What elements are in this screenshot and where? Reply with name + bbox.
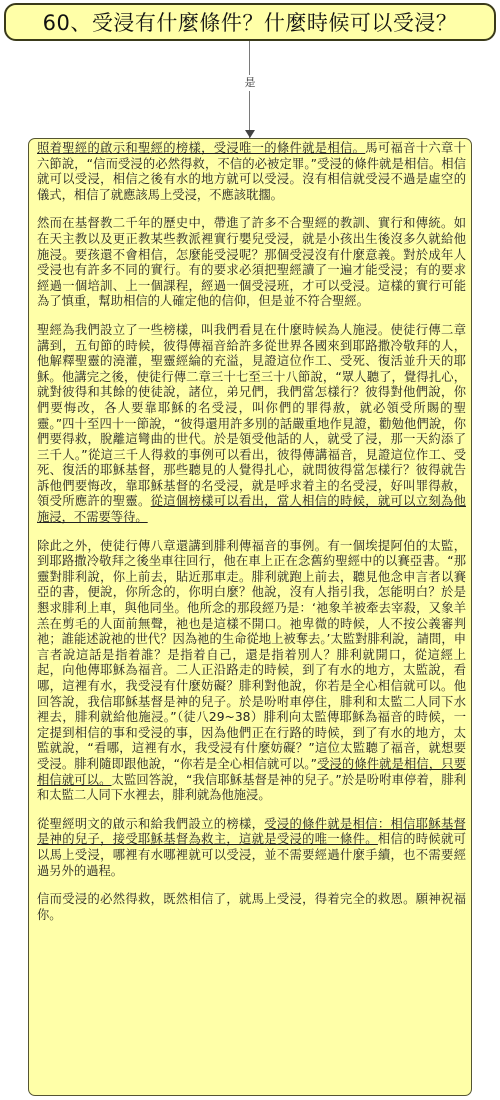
paragraph-run: 從這個榜樣可以看出，當人相信的時候，就可以立刻為他施浸，不需要等待。 (37, 494, 466, 525)
question-node (4, 3, 496, 41)
paragraph-run: 從聖經明文的啟示和給我們設立的榜樣， (37, 816, 265, 831)
paragraph-run: 除此之外，使徒行傳八章還講到腓利傳福音的事例。有一個埃提阿伯的太監，到耶路撒冷敬拜之後坐車往回行，他在車上正在念舊約聖經中的以賽亞書。“那靈對腓利說，你上前去，貼近那車走。腓利就跑上前去，聽見他念申言者以賽亞的書，便說，你所念的，你明白麼？他說，沒有人指引我，怎能明白？於是懇求腓利上車，與他同坐。他所念的那段經乃是：‘祂象羊被牽去宰殺，又象羊羔在剪毛的人面前無聲，祂也是這樣不開口。祂卑微的時候，人不按公義審判祂；誰能述說祂的世代？因為祂的生命從地上被奪去。’太監對腓利說，請問，申言者說這話是指着誰？是指着自己，還是指着別人？腓利就開口，從這經上起，向他傳耶穌為福音。二人正沿路走的時候，到了有水的地方，太監說，看哪，這裡有水，我受浸有什麼妨礙？腓利對他說，你若是全心相信就可以。他回答說，我信耶穌基督是神的兒子。於是吩咐車停住，腓利和太監二人同下水裡去，腓利就給他施浸。”（徒八29~38）腓利向太監傳耶穌為福音的時候，一定提到相信的事和受浸的事，因為他們正在行路的時候，到了有水的地方，太監就說，“看哪，這裡有水，我受浸有什麼妨礙？”這位太監聽了福音，就想要受浸。腓利隨即跟他說，“你若是全心相信就可以。” (37, 538, 466, 771)
paragraph-run: 照着聖經的啟示和聖經的榜樣，受浸唯一的條件就是相信。 (37, 141, 366, 155)
paragraph-run: 相信的時候就可以馬上受浸，哪裡有水哪裡就可以受浸，並不需要經過什麼手續，也不需要經過另外的過程。 (37, 832, 466, 878)
answer-paragraph (37, 817, 466, 879)
answer-paragraph (37, 216, 466, 310)
paragraph-run: 太監回答說，“我信耶穌基督是神的兒子。”於是吩咐車停着，腓利和太監二人同下水裡去，腓利就為他施浸。 (37, 772, 466, 803)
answer-paragraph (37, 323, 466, 526)
answer-paragraph (37, 141, 466, 203)
paragraph-run: 聖經為我們設立了一些榜樣，叫我們看見在什麼時候為人施浸。使徒行傳二章講到，五旬節的時候，彼得傳福音給許多從世界各國來到耶路撒冷敬拜的人，他解釋聖靈的澆灌，聖靈經綸的充溢，見證這位作工、受死、復活並升天的耶穌。他講完之後，使徒行傳二章三十七至三十八節說，“眾人聽了，覺得扎心，就對彼得和其餘的使徒說，諸位，弟兄們，我們當怎樣行？彼得對他們說，你們要悔改，各人要靠耶穌的名受浸，叫你們的罪得赦，就必領受所賜的聖靈。”四十至四十一節說，“彼得還用許多別的話嚴重地作見證，勸勉他們說，你們要得救，脫離這彎曲的世代。於是領受他話的人，就受了浸，那一天約添了三千人。”從這三千人得救的事例可以看出，彼得傳講福音，見證這位作工、受死、復活的耶穌基督，那些聽見的人覺得扎心，就問彼得當怎樣行？彼得就告訴他們要悔改，靠耶穌基督的名受浸，就是呼求着主的名受浸，好叫罪得赦，領受所應許的聖靈。 (37, 322, 466, 509)
arrow-head (245, 130, 255, 138)
paragraph-run: 信而受浸的必然得救，既然相信了，就馬上受浸，得着完全的救恩。願神祝福你。 (37, 892, 466, 922)
paragraph-run: 受浸的條件就是相信，只要相信就可以。 (37, 756, 466, 787)
question-title: 60、受浸有什麼條件？什麼時候可以受浸？ (42, 11, 458, 35)
answer-paragraph (37, 539, 466, 804)
paragraph-run: 馬可福音十六章十六節說，“信而受浸的必然得救，不信的必被定罪。”受浸的條件就是相信。相信就可以受浸，相信之後有水的地方就可以受浸。沒有相信就受浸不過是虛空的儀式，相信了就應該馬上受浸，不應該耽擱。 (37, 141, 466, 202)
paragraph-run: 受浸的條件就是相信：相信耶穌基督是神的兒子，接受耶穌基督為救主，這就是受浸的唯一條件。 (37, 816, 466, 847)
answer-node (28, 138, 472, 1096)
edge-label: 是 (241, 75, 259, 91)
paragraph-run: 然而在基督教二千年的歷史中，帶進了許多不合聖經的教訓、實行和傳統。如在天主教以及更正教某些教派裡實行嬰兒受浸，就是小孩出生後沒多久就給他施浸。要孩還不會相信，怎麼能受浸呢？那個受浸沒有什麼意義。對於成年人受浸也有許多不同的實行。有的要求必須把聖經讀了一遍才能受浸；有的要求經過一個培訓、上一個課程，經過一個受浸班，才可以受浸。這樣的實行可能為了慎重，幫助相信的人確定他的信仰，但是並不符合聖經。 (37, 216, 466, 309)
answer-paragraph (37, 892, 466, 923)
